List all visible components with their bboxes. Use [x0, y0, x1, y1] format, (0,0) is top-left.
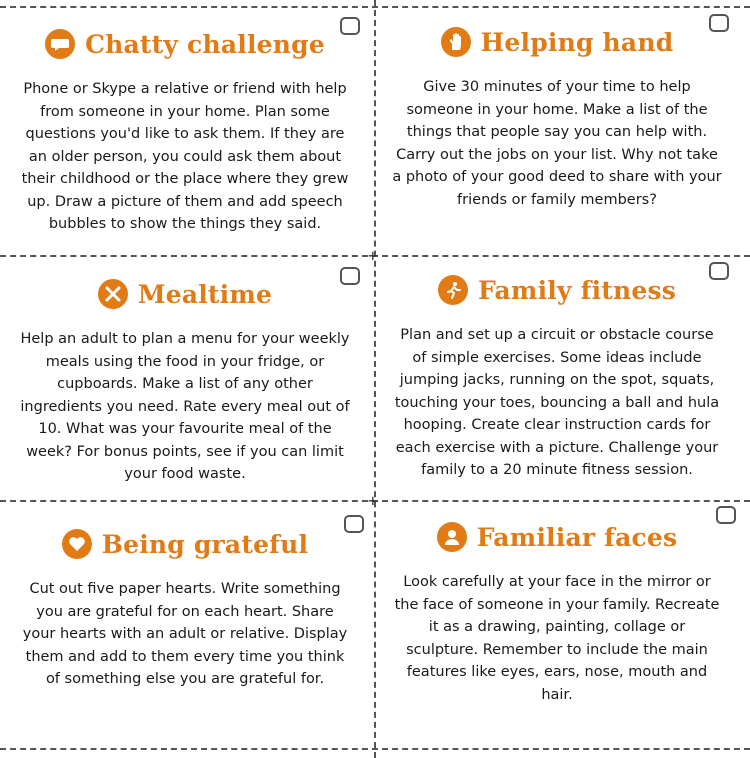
cut-cross-mark: +	[368, 246, 378, 265]
card-title: Family fitness	[477, 275, 677, 305]
card-header	[392, 20, 722, 64]
completion-checkbox[interactable]	[716, 506, 736, 524]
card-header	[392, 268, 722, 312]
card-title: Helping hand	[480, 27, 674, 57]
completion-checkbox[interactable]	[709, 262, 729, 280]
activity-card	[10, 22, 360, 236]
card-description: Look carefully at your face in the mirror or the face of someone in your family. Recreate it as a drawing, painting, collage or sculpture. Remember to include the main features like eyes, ears, nose, mouth and hair.	[394, 574, 720, 703]
activity-card	[10, 272, 360, 486]
cut-cross-mark: +	[368, 491, 378, 510]
activity-card	[384, 20, 730, 211]
completion-checkbox[interactable]	[340, 267, 360, 285]
cut-line-vertical	[374, 0, 376, 758]
card-description: Help an adult to plan a menu for your weekly meals using the food in your fridge, or cupboards. Make a list of any other ingredients you need. Rate every meal out of 10. What was your favourite meal of the week? For bonus points, see if you can limit your food waste.	[20, 331, 350, 482]
card-description: Cut out five paper hearts. Write something you are grateful for on each heart. Share your hearts with an adult or relative. Display them and add to them every time you think of something else you are grateful for.	[22, 581, 348, 687]
completion-checkbox[interactable]	[340, 17, 360, 35]
hand-icon	[441, 27, 471, 57]
speech-bubble-icon	[45, 29, 75, 59]
card-title: Familiar faces	[476, 522, 678, 552]
activity-card	[384, 515, 730, 706]
card-description: Give 30 minutes of your time to help someone in your home. Make a list of the things that people say you can help with. Carry out the jobs on your list. Why not take a photo of your good deed to share with your friends or family members?	[392, 79, 722, 208]
card-header	[392, 515, 722, 559]
cutlery-icon	[98, 279, 128, 309]
card-header	[18, 272, 352, 316]
completion-checkbox[interactable]	[709, 14, 729, 32]
card-description: Plan and set up a circuit or obstacle course of simple exercises. Some ideas include jumping jacks, running on the spot, squats, touching your toes, bouncing a ball and hula hooping. Create clear instruction cards for each exercise with a picture. Challenge your family to a 20 minute fitness session.	[394, 327, 720, 478]
card-title: Being grateful	[101, 529, 309, 559]
person-icon	[437, 522, 467, 552]
activity-card	[10, 522, 360, 691]
activity-card	[384, 268, 730, 482]
card-header	[18, 22, 352, 66]
runner-icon	[438, 275, 468, 305]
card-title: Chatty challenge	[85, 29, 325, 59]
card-title: Mealtime	[137, 279, 273, 309]
card-header	[18, 522, 352, 566]
completion-checkbox[interactable]	[344, 515, 364, 533]
heart-icon	[62, 529, 92, 559]
card-description: Phone or Skype a relative or friend with help from someone in your home. Plan some questions you'd like to ask them. If they are an older person, you could ask them about their childhood or the place where they grew up. Draw a picture of them and add speech bubbles to show the things they said.	[21, 81, 349, 232]
